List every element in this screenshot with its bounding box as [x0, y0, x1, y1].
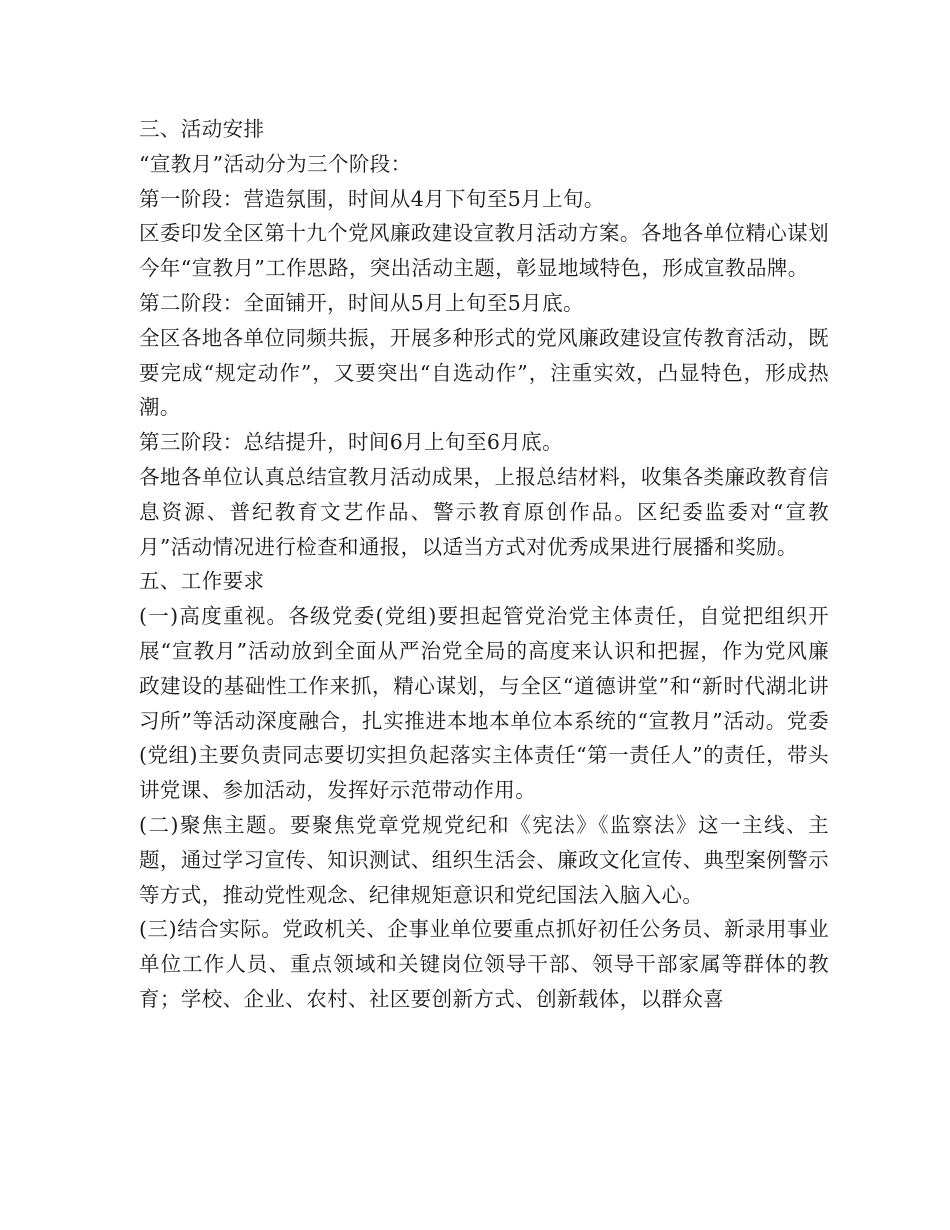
section-heading-work-requirements: 五、工作要求 [139, 569, 265, 594]
document-body [139, 112, 829, 1017]
requirement-one: (一)高度重视。各级党委(党组)要担起管党治党主体责任，自觉把组织开展“宣教月”活动放到全面从严治党全局的高度来认识和把握，作为党风廉政建设的基础性工作来抓，精心谋划，与全区“道德讲堂”和“新时代湖北讲习所”等活动深度融合，扎实推进本地本单位本系统的“宣教月”活动。党委(党组)主要负责同志要切实担负起落实主体责任“第一责任人”的责任，带头讲党课、参加活动，发挥好示范带动作用。 [139, 604, 829, 803]
requirement-three: (三)结合实际。党政机关、企事业单位要重点抓好初任公务员、新录用事业单位工作人员、重点领域和关键岗位领导干部、领导干部家属等群体的教育；学校、企业、农村、社区要创新方式、创新载体，以群众喜 [139, 917, 829, 1011]
stage-two-heading: 第二阶段：全面铺开，时间从5月上旬至5月底。 [139, 290, 584, 315]
stage-one-body: 区委印发全区第十九个党风廉政建设宣教月活动方案。各地各单位精心谋划今年“宣教月”工作思路，突出活动主题，彰显地域特色，形成宣教品牌。 [139, 221, 829, 281]
stage-three-body: 各地各单位认真总结宣教月活动成果，上报总结材料，收集各类廉政教育信息资源、普纪教育文艺作品、警示教育原创作品。区纪委监委对“宣教月”活动情况进行检查和通报，以适当方式对优秀成果进行展播和奖励。 [139, 464, 829, 559]
stage-one-heading: 第一阶段：营造氛围，时间从4月下旬至5月上旬。 [139, 186, 605, 211]
stages-intro: “宣教月”活动分为三个阶段： [139, 151, 412, 176]
requirement-two: (二)聚焦主题。要聚焦党章党规党纪和《宪法》《监察法》这一主线、主题，通过学习宣传、知识测试、组织生活会、廉政文化宣传、典型案例警示等方式，推动党性观念、纪律规矩意识和党纪国法入脑入心。 [139, 812, 829, 907]
section-heading-activity-arrangement: 三、活动安排 [139, 117, 265, 141]
stage-two-body: 全区各地各单位同频共振，开展多种形式的党风廉政建设宣传教育活动，既要完成“规定动作”，又要突出“自选动作”，注重实效，凸显特色，形成热潮。 [139, 325, 829, 420]
stage-three-heading: 第三阶段：总结提升，时间6月上旬至6月底。 [139, 430, 563, 455]
